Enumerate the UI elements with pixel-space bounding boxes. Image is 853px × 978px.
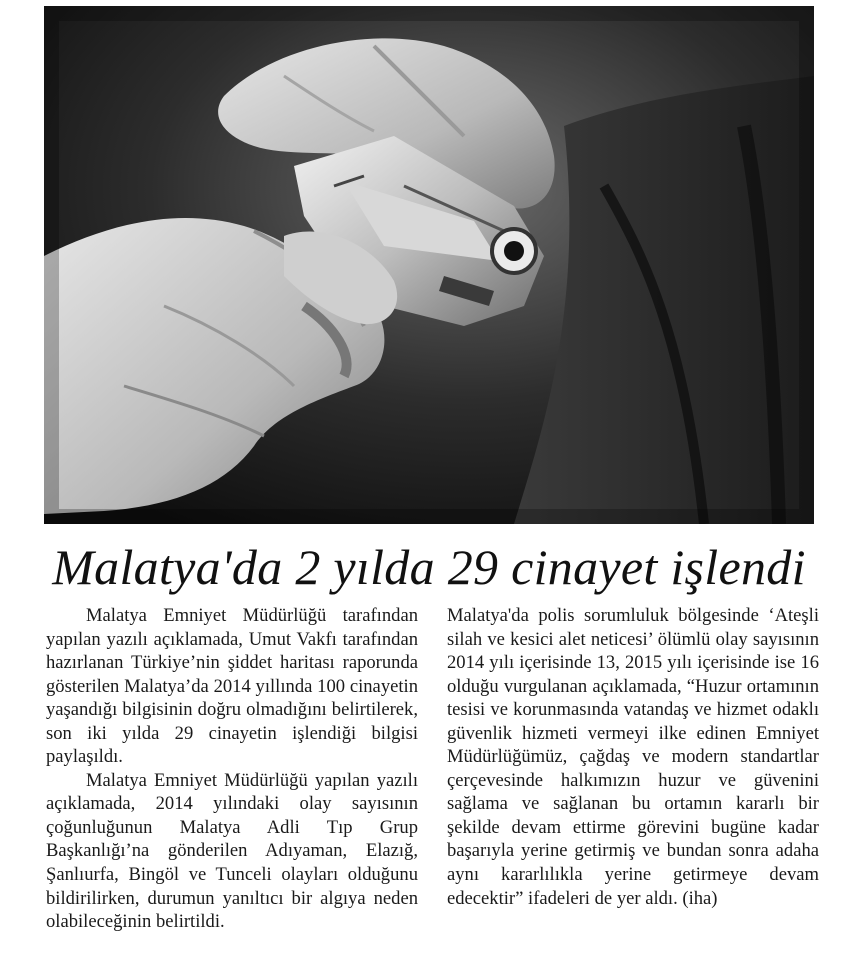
article-paragraph: Malatya Emniyet Müdürlüğü tarafından yapılan yazılı açıklamada, Umut Vakfı tarafından hazırlanan Türkiye’nin şiddet haritası raporunda gösterilen Malatya’da 2014 yıllında 100 cinayetin yaşandığı bilgisinin doğru olmadığını belirtilerek, son iki yılda 29 cinayetin işlendiği bilgisi paylaşıldı. bbox=[46, 605, 418, 768]
headline: Malatya'da 2 yılda 29 cinayet işlendi bbox=[52, 539, 806, 595]
hand-holding-pistol-photo bbox=[44, 6, 814, 524]
article-paragraph: Malatya Emniyet Müdürlüğü yapılan yazılı açıklamada, 2014 yılındaki olay sayısının çoğunluğunun Malatya Adli Tıp Grup Başkanlığı’na gönderilen Adıyaman, Elazığ, Şanlıurfa, Bingöl ve Tunceli olayları olduğunu bildirilirken, durumun yanıltıcı bir algıya neden olabileceğinin belirtildi. bbox=[46, 769, 418, 933]
article-column-right bbox=[447, 604, 819, 910]
article-paragraph: Malatya'da polis sorumluluk bölgesinde ‘Ateşli silah ve kesici alet neticesi’ ölümlü olay sayısının 2014 yılı içerisinde 13, 2015 yılı içerisinde ise 16 olduğu vurgulanan açıklamada, “Huzur ortamının tesisi ve korunmasında vatandaş ve hizmet odaklı güvenlik hizmeti vermeyi ilke edinen Emniyet Müdürlüğümüz, çağdaş ve modern standartlar çerçevesinde halkımızın huzur ve güvenini sağlama ve sağlanan bu ortamın kararlı bir şekilde devam ettirme görevini bugüne kadar başarıyla yerine getirmiş ve bundan sonra adaha aynı kararlılıkla yerine getirmeye devam edecektir” ifadeleri de yer aldı. (iha) bbox=[447, 605, 819, 909]
article-column-left bbox=[46, 604, 418, 934]
article-photo bbox=[44, 6, 814, 524]
